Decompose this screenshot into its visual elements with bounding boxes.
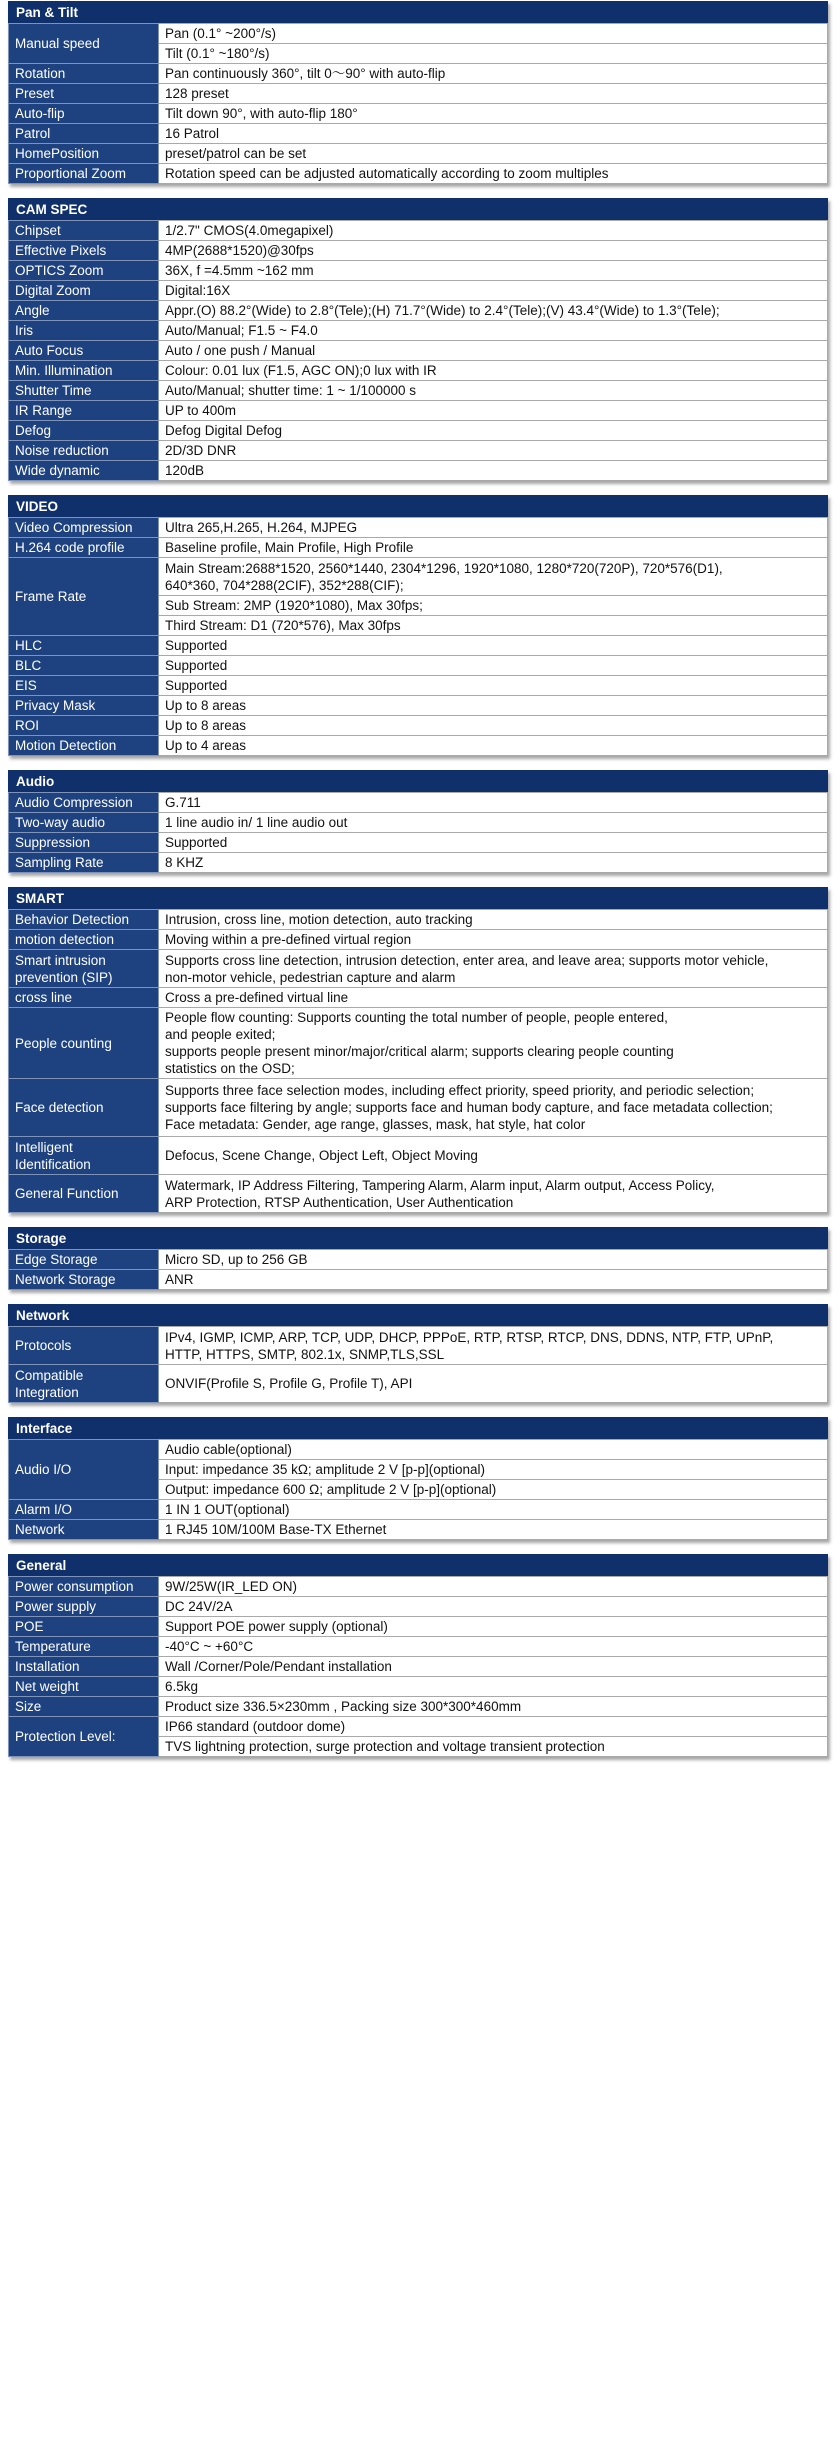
spec-row xyxy=(9,461,828,481)
spec-row xyxy=(9,793,828,813)
spec-row xyxy=(9,1079,828,1137)
spec-table xyxy=(8,1249,828,1290)
spec-value: Supported xyxy=(159,676,828,696)
spec-label: Smart intrusion prevention (SIP) xyxy=(9,950,159,988)
section-title: General xyxy=(8,1554,828,1576)
spec-label: Compatible Integration xyxy=(9,1365,159,1403)
spec-row xyxy=(9,441,828,461)
spec-row xyxy=(9,1597,828,1617)
spec-value: Supports cross line detection, intrusion detection, enter area, and leave area; supports motor vehicle, non-motor vehicle, pedestrian capture and alarm xyxy=(159,950,828,988)
spec-label: Power consumption xyxy=(9,1577,159,1597)
spec-label: Rotation xyxy=(9,64,159,84)
spec-row xyxy=(9,1137,828,1175)
spec-label: Suppression xyxy=(9,833,159,853)
spec-value: IP66 standard (outdoor dome) xyxy=(159,1717,828,1737)
spec-row xyxy=(9,1175,828,1213)
spec-value: Appr.(O) 88.2°(Wide) to 2.8°(Tele);(H) 71.7°(Wide) to 2.4°(Tele);(V) 43.4°(Wide) to 1.3°(Tele); xyxy=(159,301,828,321)
section-title: Interface xyxy=(8,1417,828,1439)
spec-row xyxy=(9,853,828,873)
spec-label: Iris xyxy=(9,321,159,341)
spec-row xyxy=(9,1440,828,1460)
spec-value: Input: impedance 35 kΩ; amplitude 2 V [p-p](optional) xyxy=(159,1460,828,1480)
spec-value: Main Stream:2688*1520, 2560*1440, 2304*1296, 1920*1080, 1280*720(720P), 720*576(D1), 640*360, 704*288(2CIF), 352*288(CIF); xyxy=(159,558,828,596)
spec-label: Frame Rate xyxy=(9,558,159,636)
spec-row xyxy=(9,164,828,184)
section-title: VIDEO xyxy=(8,495,828,517)
spec-value: G.711 xyxy=(159,793,828,813)
spec-label: Face detection xyxy=(9,1079,159,1137)
spec-row xyxy=(9,1327,828,1365)
spec-row xyxy=(9,381,828,401)
spec-label: Network xyxy=(9,1520,159,1540)
spec-value: Up to 4 areas xyxy=(159,736,828,756)
section-storage xyxy=(8,1227,828,1290)
section-title: Network xyxy=(8,1304,828,1326)
spec-row xyxy=(9,421,828,441)
spec-label: cross line xyxy=(9,988,159,1008)
spec-label: Two-way audio xyxy=(9,813,159,833)
spec-label: Protocols xyxy=(9,1327,159,1365)
spec-label: Chipset xyxy=(9,221,159,241)
spec-label: OPTICS Zoom xyxy=(9,261,159,281)
spec-label: ROI xyxy=(9,716,159,736)
spec-row xyxy=(9,124,828,144)
spec-value: Supported xyxy=(159,833,828,853)
spec-value: 120dB xyxy=(159,461,828,481)
spec-label: Effective Pixels xyxy=(9,241,159,261)
spec-value: Micro SD, up to 256 GB xyxy=(159,1250,828,1270)
spec-label: Intelligent Identification xyxy=(9,1137,159,1175)
spec-label: Digital Zoom xyxy=(9,281,159,301)
section-title: Storage xyxy=(8,1227,828,1249)
spec-row xyxy=(9,261,828,281)
spec-label: Audio Compression xyxy=(9,793,159,813)
spec-value: Output: impedance 600 Ω; amplitude 2 V [p-p](optional) xyxy=(159,1480,828,1500)
spec-row xyxy=(9,636,828,656)
spec-row xyxy=(9,24,828,44)
spec-value: Moving within a pre-defined virtual region xyxy=(159,930,828,950)
spec-label: H.264 code profile xyxy=(9,538,159,558)
spec-row xyxy=(9,301,828,321)
spec-value: Colour: 0.01 lux (F1.5, AGC ON);0 lux with IR xyxy=(159,361,828,381)
spec-value: ONVIF(Profile S, Profile G, Profile T), API xyxy=(159,1365,828,1403)
spec-value: Pan (0.1° ~200°/s) xyxy=(159,24,828,44)
spec-label: HLC xyxy=(9,636,159,656)
spec-row xyxy=(9,1250,828,1270)
spec-label: Temperature xyxy=(9,1637,159,1657)
spec-row xyxy=(9,1520,828,1540)
spec-label: Video Compression xyxy=(9,518,159,538)
spec-row xyxy=(9,676,828,696)
spec-row xyxy=(9,988,828,1008)
spec-value: Defocus, Scene Change, Object Left, Object Moving xyxy=(159,1137,828,1175)
spec-row xyxy=(9,1617,828,1637)
spec-label: Size xyxy=(9,1697,159,1717)
spec-label: Protection Level: xyxy=(9,1717,159,1757)
spec-label: motion detection xyxy=(9,930,159,950)
spec-table xyxy=(8,909,828,1213)
spec-row xyxy=(9,930,828,950)
spec-label: Wide dynamic xyxy=(9,461,159,481)
spec-row xyxy=(9,910,828,930)
spec-value: Supported xyxy=(159,656,828,676)
spec-label: Angle xyxy=(9,301,159,321)
spec-label: POE xyxy=(9,1617,159,1637)
spec-row xyxy=(9,833,828,853)
spec-row xyxy=(9,341,828,361)
spec-label: Motion Detection xyxy=(9,736,159,756)
spec-value: Auto/Manual; shutter time: 1 ~ 1/100000 s xyxy=(159,381,828,401)
spec-value: TVS lightning protection, surge protection and voltage transient protection xyxy=(159,1737,828,1757)
spec-label: Patrol xyxy=(9,124,159,144)
spec-value: Ultra 265,H.265, H.264, MJPEG xyxy=(159,518,828,538)
spec-value: 1 IN 1 OUT(optional) xyxy=(159,1500,828,1520)
spec-label: BLC xyxy=(9,656,159,676)
spec-label: IR Range xyxy=(9,401,159,421)
spec-value: 1 RJ45 10M/100M Base-TX Ethernet xyxy=(159,1520,828,1540)
section-title: CAM SPEC xyxy=(8,198,828,220)
spec-value: 36X, f =4.5mm ~162 mm xyxy=(159,261,828,281)
section-general xyxy=(8,1554,828,1757)
spec-row xyxy=(9,1697,828,1717)
spec-label: Min. Illumination xyxy=(9,361,159,381)
section-interface xyxy=(8,1417,828,1540)
spec-value: Cross a pre-defined virtual line xyxy=(159,988,828,1008)
spec-value: -40°C ~ +60°C xyxy=(159,1637,828,1657)
spec-row xyxy=(9,84,828,104)
spec-value: 4MP(2688*1520)@30fps xyxy=(159,241,828,261)
spec-row xyxy=(9,241,828,261)
spec-value: 8 KHZ xyxy=(159,853,828,873)
spec-value: ANR xyxy=(159,1270,828,1290)
spec-value: 2D/3D DNR xyxy=(159,441,828,461)
spec-row xyxy=(9,104,828,124)
spec-value: preset/patrol can be set xyxy=(159,144,828,164)
spec-label: Auto Focus xyxy=(9,341,159,361)
spec-row xyxy=(9,518,828,538)
spec-value: People flow counting: Supports counting the total number of people, people entered, and people exited; supports people present minor/major/critical alarm; supports clearing people counting statistics on the OSD; xyxy=(159,1008,828,1079)
spec-value: Supports three face selection modes, including effect priority, speed priority, and periodic selection; supports face filtering by angle; supports face and human body capture, and face metadata collection; Face metadata: Gender, age range, glasses, mask, hat style, hat color xyxy=(159,1079,828,1137)
spec-value: Auto / one push / Manual xyxy=(159,341,828,361)
spec-label: Edge Storage xyxy=(9,1250,159,1270)
spec-value: 16 Patrol xyxy=(159,124,828,144)
spec-label: Alarm I/O xyxy=(9,1500,159,1520)
spec-label: Network Storage xyxy=(9,1270,159,1290)
section-title: Pan & Tilt xyxy=(8,1,828,23)
spec-value: Third Stream: D1 (720*576), Max 30fps xyxy=(159,616,828,636)
spec-value: Rotation speed can be adjusted automatically according to zoom multiples xyxy=(159,164,828,184)
spec-table xyxy=(8,1326,828,1403)
spec-row xyxy=(9,813,828,833)
spec-value: DC 24V/2A xyxy=(159,1597,828,1617)
spec-value: 128 preset xyxy=(159,84,828,104)
spec-value: Baseline profile, Main Profile, High Profile xyxy=(159,538,828,558)
spec-row xyxy=(9,558,828,596)
spec-label: Noise reduction xyxy=(9,441,159,461)
spec-value: Support POE power supply (optional) xyxy=(159,1617,828,1637)
spec-row xyxy=(9,1677,828,1697)
spec-row xyxy=(9,144,828,164)
spec-table xyxy=(8,792,828,873)
spec-value: Supported xyxy=(159,636,828,656)
section-smart xyxy=(8,887,828,1213)
spec-value: 9W/25W(IR_LED ON) xyxy=(159,1577,828,1597)
spec-row xyxy=(9,1717,828,1737)
spec-label: Sampling Rate xyxy=(9,853,159,873)
spec-row xyxy=(9,950,828,988)
spec-value: 1 line audio in/ 1 line audio out xyxy=(159,813,828,833)
spec-table xyxy=(8,220,828,481)
spec-label: General Function xyxy=(9,1175,159,1213)
spec-label: Net weight xyxy=(9,1677,159,1697)
spec-sheet xyxy=(8,1,828,1771)
spec-label: Defog xyxy=(9,421,159,441)
section-cam-spec xyxy=(8,198,828,481)
spec-value: Tilt (0.1° ~180°/s) xyxy=(159,44,828,64)
spec-row xyxy=(9,1365,828,1403)
spec-value: Digital:16X xyxy=(159,281,828,301)
spec-row xyxy=(9,281,828,301)
section-audio xyxy=(8,770,828,873)
spec-label: Proportional Zoom xyxy=(9,164,159,184)
spec-label: Auto-flip xyxy=(9,104,159,124)
spec-value: Wall /Corner/Pole/Pendant installation xyxy=(159,1657,828,1677)
spec-label: Behavior Detection xyxy=(9,910,159,930)
spec-label: Preset xyxy=(9,84,159,104)
spec-value: 1/2.7" CMOS(4.0megapixel) xyxy=(159,221,828,241)
spec-label: People counting xyxy=(9,1008,159,1079)
spec-table xyxy=(8,1439,828,1540)
spec-row xyxy=(9,1270,828,1290)
spec-row xyxy=(9,1577,828,1597)
spec-row xyxy=(9,361,828,381)
spec-table xyxy=(8,23,828,184)
spec-row xyxy=(9,221,828,241)
spec-label: Power supply xyxy=(9,1597,159,1617)
spec-label: Manual speed xyxy=(9,24,159,64)
spec-value: Pan continuously 360°, tilt 0～90° with auto-flip xyxy=(159,64,828,84)
spec-label: EIS xyxy=(9,676,159,696)
spec-row xyxy=(9,1008,828,1079)
spec-row xyxy=(9,696,828,716)
spec-value: 6.5kg xyxy=(159,1677,828,1697)
spec-row xyxy=(9,401,828,421)
spec-value: Audio cable(optional) xyxy=(159,1440,828,1460)
spec-label: Shutter Time xyxy=(9,381,159,401)
spec-row xyxy=(9,736,828,756)
spec-label: Privacy Mask xyxy=(9,696,159,716)
section-title: SMART xyxy=(8,887,828,909)
spec-table xyxy=(8,1576,828,1757)
spec-row xyxy=(9,64,828,84)
section-network xyxy=(8,1304,828,1403)
spec-label: HomePosition xyxy=(9,144,159,164)
section-title: Audio xyxy=(8,770,828,792)
spec-value: Watermark, IP Address Filtering, Tampering Alarm, Alarm input, Alarm output, Access Policy, ARP Protection, RTSP Authentication, User Authentication xyxy=(159,1175,828,1213)
spec-row xyxy=(9,538,828,558)
spec-value: IPv4, IGMP, ICMP, ARP, TCP, UDP, DHCP, PPPoE, RTP, RTSP, RTCP, DNS, DDNS, NTP, FTP, UPnP, HTTP, HTTPS, SMTP, 802.1x, SNMP,TLS,SSL xyxy=(159,1327,828,1365)
spec-label: Installation xyxy=(9,1657,159,1677)
section-pan-tilt xyxy=(8,1,828,184)
spec-row xyxy=(9,716,828,736)
spec-row xyxy=(9,1500,828,1520)
spec-value: UP to 400m xyxy=(159,401,828,421)
spec-label: Audio I/O xyxy=(9,1440,159,1500)
spec-value: Sub Stream: 2MP (1920*1080), Max 30fps; xyxy=(159,596,828,616)
spec-row xyxy=(9,1657,828,1677)
spec-value: Auto/Manual; F1.5 ~ F4.0 xyxy=(159,321,828,341)
spec-value: Up to 8 areas xyxy=(159,696,828,716)
spec-value: Tilt down 90°, with auto-flip 180° xyxy=(159,104,828,124)
spec-row xyxy=(9,1637,828,1657)
spec-row xyxy=(9,656,828,676)
spec-row xyxy=(9,321,828,341)
spec-value: Up to 8 areas xyxy=(159,716,828,736)
spec-value: Defog Digital Defog xyxy=(159,421,828,441)
spec-value: Intrusion, cross line, motion detection, auto tracking xyxy=(159,910,828,930)
section-video xyxy=(8,495,828,756)
spec-table xyxy=(8,517,828,756)
spec-value: Product size 336.5×230mm , Packing size 300*300*460mm xyxy=(159,1697,828,1717)
